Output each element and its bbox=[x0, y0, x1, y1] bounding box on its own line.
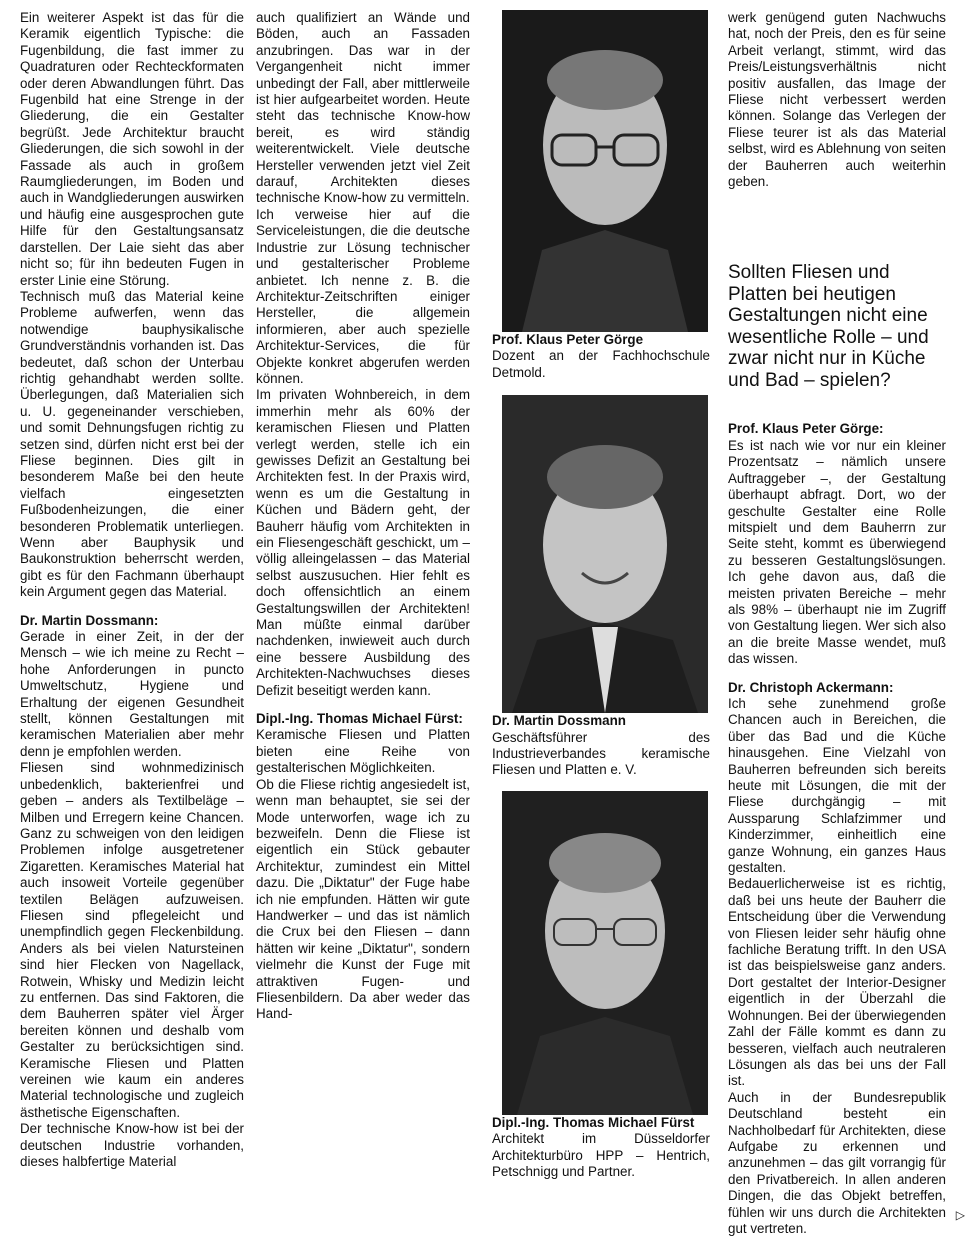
paragraph: werk genügend guten Nachwuchs hat, noch der Preis, den es für seine Arbeit verlangt, stimmt, wird das Preis/Leistungsverhältnis nicht positiv ausfallen, das Image der Fliese nicht verbessert werden können. Solange das Verlegen der Fliese teurer ist als das Material selbst, wird es Ablehnung von seiten der Bauherren auch weiterhin geben. bbox=[728, 10, 946, 190]
portrait-photo bbox=[502, 10, 708, 332]
continue-arrow-icon: ▷ bbox=[955, 1208, 965, 1222]
caption bbox=[492, 1115, 710, 1181]
speaker-name: Dr. Martin Dossmann: bbox=[20, 612, 159, 628]
portrait-photo bbox=[502, 395, 708, 713]
caption-name: Prof. Klaus Peter Görge bbox=[492, 332, 644, 347]
paragraph: Fliesen sind wohnmedizinisch unbedenklich, bakterienfrei und geben – anders als Textilbeläge – Milben und Erregern keine Chancen. Ganz zu schweigen von den leidigen Problemen infolge ausgetretener Zigaretten. Keramisches Material hat auch insoweit Vorteile gegenüber textilen Belägen aufzuweisen. Fliesen sind pflegeleicht und unempfindlich gegen Fleckenbildung. Anders als bei vielen Natursteinen sind hier Flecken von Nagellack, Rotwein, Whisky und Medizin leicht zu entfernen. Das sind Faktoren, die dem Bauherren später viel Ärger bereiten können und deshalb vom Gestalter zu berücksichtigen sind. Keramische Fliesen und Platten vereinen wie kaum ein anderes Material technologische und zugleich ästhetische Eigenschaften. bbox=[20, 760, 244, 1120]
caption-description: Dozent an der Fachhochschule Detmold. bbox=[492, 348, 710, 380]
paragraph: Keramische Fliesen und Platten bieten eine Reihe von gestalterischen Möglichkeiten. bbox=[256, 727, 470, 776]
speaker-name: Prof. Klaus Peter Görge: bbox=[728, 421, 884, 437]
caption-description: Geschäftsführer des Industrieverbandes keramische Fliesen und Platten e. V. bbox=[492, 729, 710, 778]
speaker-name: Dr. Christoph Ackermann: bbox=[728, 679, 894, 695]
speaker-name: Dipl.-Ing. Thomas Michael Fürst: bbox=[256, 711, 463, 727]
column-4 bbox=[728, 10, 946, 1237]
caption-name: Dr. Martin Dossmann bbox=[492, 713, 626, 729]
paragraph: Ich verweise hier auf die Serviceleistungen, die die deutsche Industrie zur Lösung technischer und gestalterischer Probleme anbietet. Ich nenne z. B. die Architektur-Zeitschriften einiger Hersteller, die allgemein informieren, aber auch spezielle Architektur-Services, die für Objekte konkret abgerufen werden können. bbox=[256, 206, 470, 386]
column-2 bbox=[256, 10, 470, 1023]
paragraph: Ob die Fliese richtig angesiedelt ist, wenn man behauptet, sie sei der Mode unterworfen, wage ich zu bezweifeln. Denn die Fliese ist eigentlich ein Stück gebauter Architektur, zumindest ein Mittel dazu. Die „Diktatur" der Fuge habe ich nie empfunden. Hätten wir gute Handwerker – und das ist nämlich die Crux bei den Fliesen – dann hätten wir keine „Diktatur", sondern vielmehr die Kunst der Fuge mit attraktiven Fugen- und Fliesenbildern. Da aber weder das Hand- bbox=[256, 776, 470, 1022]
caption-name: Dipl.-Ing. Thomas Michael Fürst bbox=[492, 1114, 695, 1130]
caption bbox=[492, 713, 710, 779]
paragraph: Auch in der Bundesrepublik Deutschland besteht ein Nachholbedarf für Architekten, diese Aufgabe zu erkennen und anzunehmen – das gilt vorrangig für den Privatbereich. In allen anderen Dingen, die das Objekt betreffen, fühlen wir uns durch die Architekten gut vertreten. bbox=[728, 1089, 946, 1236]
paragraph: Es ist nach wie vor nur ein kleiner Prozentsatz – nämlich unsere Auftraggeber –, der Gestaltung überhaupt abfragt. Dort, wo der geschulte Gestalter eine Rolle mitspielt und dem Bauherrn zur Seite steht, kommt es überwiegend zu besseren Gestaltungslösungen. Ich gehe davon aus, daß die meisten privaten Bereiche – mehr als 98% – überhaupt nie im Zugriff von Gestaltung liegen. Wer sich also an die breite Masse wendet, muß das wissen. bbox=[728, 437, 946, 667]
paragraph: Technisch muß das Material keine Probleme aufwerfen, wenn das notwendige bauphysikalische Grundverständnis vorhanden ist. Das bedeutet, daß schon der Unterbau richtig gehandhabt werden sollte. Überlegungen, daß Materialien sich u. U. gegeneinander verschieben, und somit Dehnungsfugen richtig zu setzen sind, dürfen nicht erst bei der Fliese beginnen. Dies gilt in besonderem Maße bei den heute vielfach eingesetzten Fußbodenheizungen, die einer besonderen Problematik unterliegen. Wenn aber Bauphysik und Baukonstruktion beherrscht werden, gibt es für den Fachmann überhaupt kein Argument gegen das Material. bbox=[20, 288, 244, 600]
column-3 bbox=[492, 10, 710, 1180]
caption bbox=[492, 332, 710, 381]
interview-question: Sollten Fliesen und Platten bei heutigen Gestaltungen nicht eine wesentliche Rolle – und zwar nicht nur in Küche und Bad – spielen? bbox=[728, 262, 929, 391]
paragraph: Ich sehe zunehmend große Chancen auch in Bereichen, die über das Bad und die Küche hinausgehen. Eine Vielzahl von Bauherren befreunden sich bereits heute mit Lösungen, die mit der Fliese durchgängig – mit Aussparung Schlafzimmer und Kinderzimmer, einheitlich eine ganze Wohnung, ein ganzes Haus gestalten. bbox=[728, 695, 946, 876]
paragraph: auch qualifiziert an Wände und Böden, auch an Fassaden anzubringen. Das war in der Vergangenheit nicht immer unbedingt der Fall, aber mittlerweile ist hier aufgearbeitet worden. Heute steht das technische Know-how bereit, es wird ständig weiterentwickelt. Viele deutsche Hersteller verwenden jetzt viel Zeit darauf, Architekten dieses technische Know-how zu vermitteln. bbox=[256, 10, 470, 206]
paragraph: Ein weiterer Aspekt ist das für die Keramik eigentlich Typische: die Fugenbildung, die fast immer zu Quadraturen oder Rechteckformaten oder deren Abwandlungen führt. Das Fugenbild hat eine Strenge in der Gliederung, die ein Gestalter begrüßt. Jede Architektur braucht Gliederungen, die sich sowohl in der Fassade als auch in großem Raumgliederungen, im Boden und auch in Wandgliederungen auswirken und häufig eine ausgesprochen gute Hilfe für den Gestaltungsansatz darstellen. Der Laie sieht das aber nicht so; für ihn bedeuten Fugen in erster Linie eine Störung. bbox=[20, 10, 244, 288]
portrait-photo bbox=[502, 791, 708, 1115]
paragraph: Bedauerlicherweise ist es richtig, daß bei uns heute der Bauherr die Entscheidung über die Verwendung von Fliesen leider sehr häufig ohne fachliche Beratung trifft. In den USA ist das beispielsweise ganz anders. Dort gestaltet der Interior-Designer eigentlich in der Überzahl die Wohnungen. Bei der überwiegenden Zahl der Fälle kommt es dann zu besseren, vielfach auch neutraleren Lösungen als das bei uns der Fall ist. bbox=[728, 876, 946, 1089]
paragraph: Der technische Know-how ist bei der deutschen Industrie vorhanden, dieses halbfertige Material bbox=[20, 1121, 244, 1170]
column-1 bbox=[20, 10, 244, 1170]
caption-description: Architekt im Düsseldorfer Architekturbüro HPP – Hentrich, Petschnigg und Partner. bbox=[492, 1131, 710, 1180]
paragraph: Gerade in einer Zeit, in der der Mensch – wie ich meine zu Recht – hohe Anforderungen in puncto Umweltschutz, Hygiene und Erhaltung der eigenen Gesundheit stellt, können Gestaltungen mit keramischen Materialien aber mehr denn je empfohlen werden. bbox=[20, 629, 244, 759]
paragraph: Im privaten Wohnbereich, in dem immerhin mehr als 60% der keramischen Fliesen und Platten verlegt werden, stelle ich ein gewisses Defizit an Gestaltung bei Architekten fest. In der Praxis wird, wenn es um die Gestaltung in Küchen und Bädern geht, der Bauherr häufig vom Architekten in ein Fliesengeschäft geschickt, um – völlig alleingelassen – das Material selbst auszusuchen. Hier fehlt es doch offensichtlich an einem Gestaltungswillen der Architekten! Man müßte einmal darüber nachdenken, inwieweit auch durch eine bessere Ausbildung des Architekten-Nachwuchses dieses Defizit beseitigt werden kann. bbox=[256, 387, 470, 698]
